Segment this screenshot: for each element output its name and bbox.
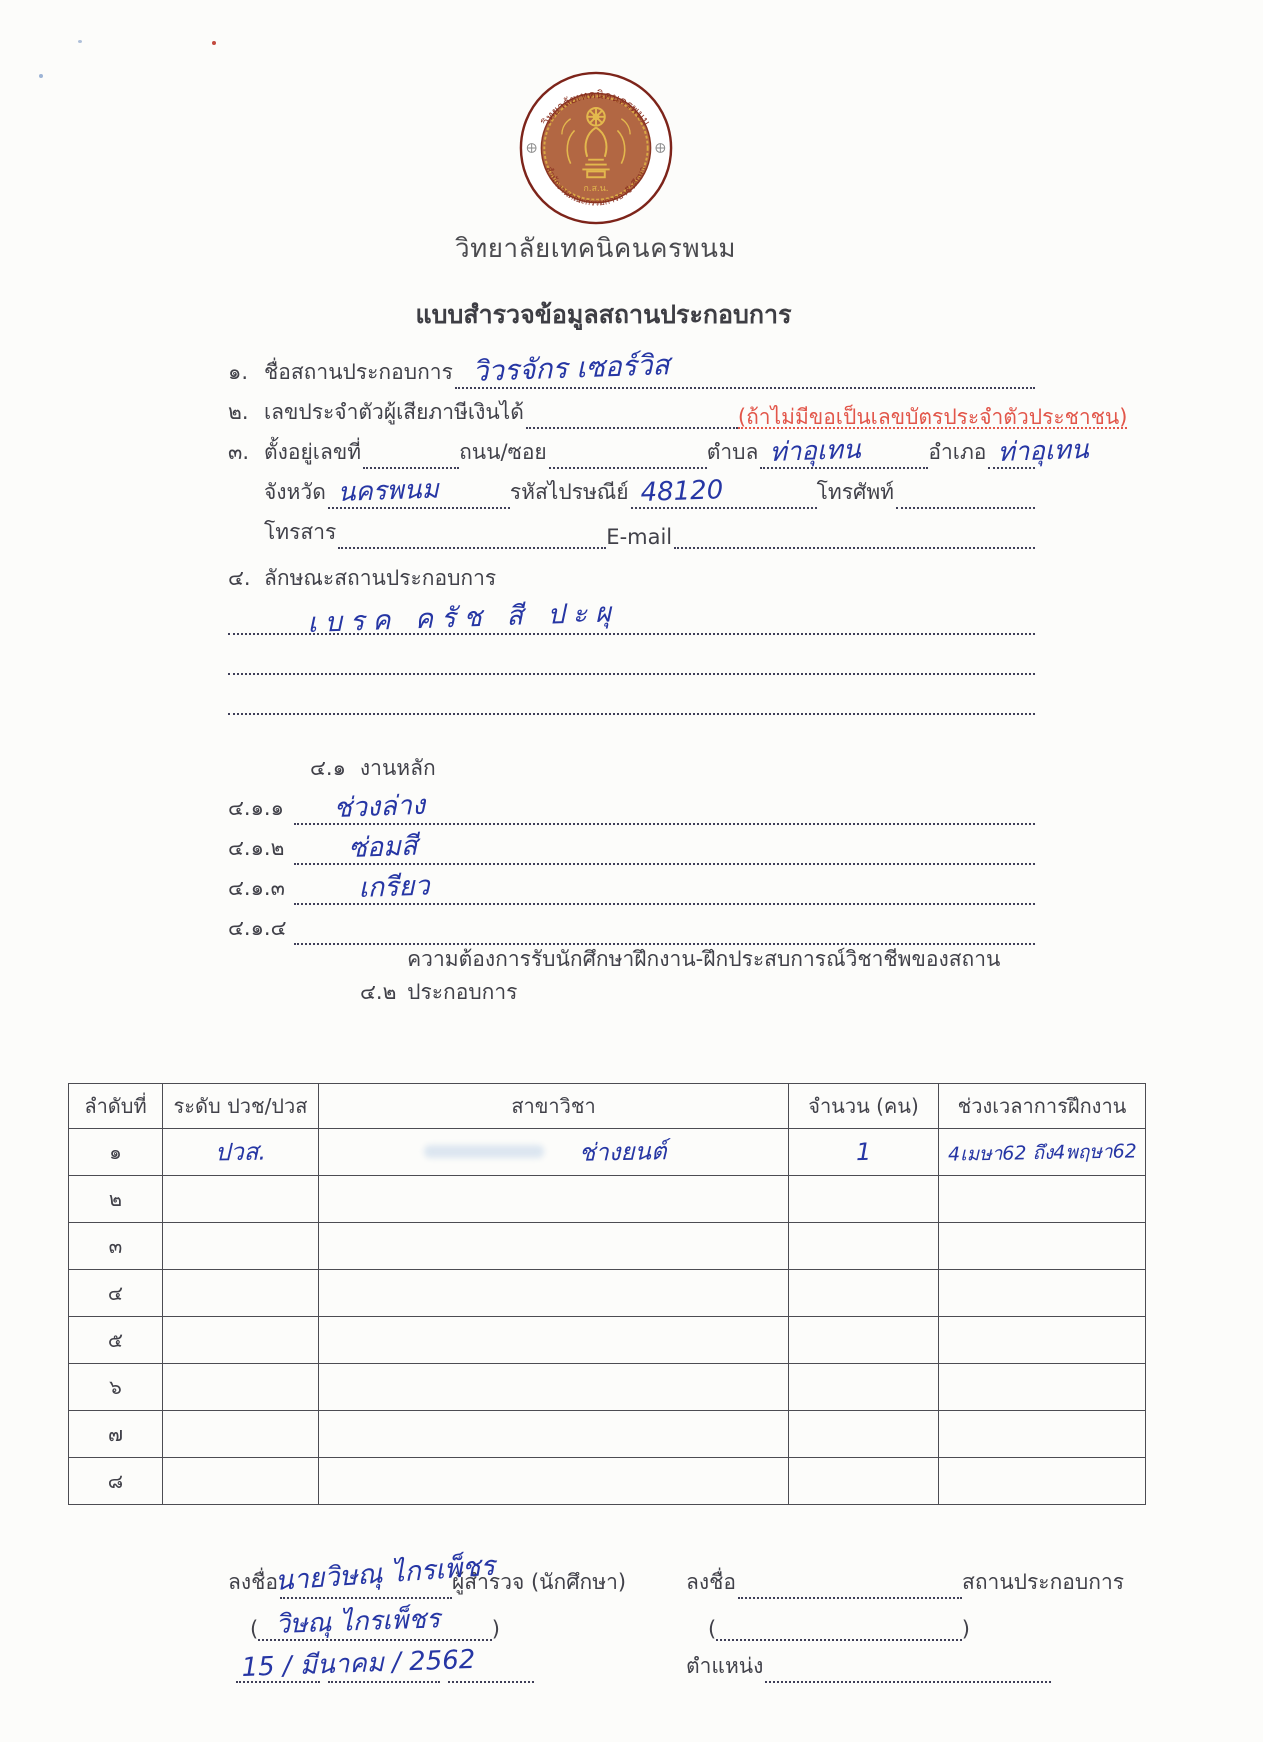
dotted-line — [273, 1550, 496, 1599]
erased-text-smudge — [424, 1145, 544, 1158]
characteristics-line2 — [228, 635, 1035, 675]
paren-close: ) — [961, 1617, 970, 1641]
field-412 — [228, 825, 1035, 865]
surveyor-signature-column — [228, 1550, 660, 1683]
internship-demand-table — [68, 1083, 1146, 1505]
table-row — [69, 1458, 1146, 1505]
postcode-handwritten: 48120 — [639, 475, 724, 508]
form-body — [228, 348, 1128, 1009]
surveyor-signature-handwritten: นายวิษณุ ไกรเพ็ชร — [273, 1550, 496, 1597]
table-row — [69, 1317, 1146, 1364]
dotted-line — [738, 1573, 962, 1599]
section41-number: ๔.๑ — [310, 756, 346, 780]
dotted-line — [258, 1604, 492, 1641]
cell-order: ๓ — [69, 1223, 163, 1270]
dotted-line — [760, 434, 928, 469]
cell-order: ๔ — [69, 1270, 163, 1317]
cell-period — [939, 1129, 1146, 1176]
college-name: วิทยาลัยเทคนิคนครพนม — [454, 234, 736, 264]
college-seal-icon — [518, 70, 674, 226]
dotted-line — [526, 401, 738, 429]
dotted-line — [765, 1657, 1051, 1683]
dotted-line — [363, 441, 459, 469]
field-414 — [228, 905, 1035, 945]
item2-label: เลขประจำตัวผู้เสียภาษีเงินได้ — [264, 400, 524, 424]
cell-order: ๑ — [69, 1129, 163, 1176]
dotted-line — [716, 1615, 962, 1641]
item1-number: ๑. — [228, 360, 249, 384]
seal-arc-top-text: วิทยาลัยเทคนิคนครพนม — [538, 88, 653, 129]
main-job-2-handwritten: ซ่อมสี — [347, 830, 418, 864]
dotted-line — [988, 434, 1090, 469]
dotted-line — [549, 441, 707, 469]
company-name-handwritten: วิวรจักร เซอร์วิส — [471, 348, 670, 388]
characteristics-handwritten: เบรค ครัช สี ปะผุ — [306, 597, 620, 639]
dotted-line — [631, 475, 817, 509]
paren-close: ) — [491, 1617, 500, 1641]
main-job-1-handwritten: ช่วงล่าง — [332, 789, 426, 824]
table-row — [69, 1176, 1146, 1223]
item411-number: ๔.๑.๑ — [228, 796, 284, 820]
cell-order: ๒ — [69, 1176, 163, 1223]
dotted-line — [294, 870, 1035, 905]
section-42-heading — [360, 947, 1035, 1009]
surveyor-name-line — [250, 1599, 500, 1641]
section41-label: งานหลัก — [359, 756, 436, 780]
cell-count — [789, 1129, 939, 1176]
item412-number: ๔.๑.๒ — [228, 836, 285, 860]
seal-center-abbr: ก.ส.น. — [582, 183, 609, 194]
district-label: อำเภอ — [928, 440, 987, 464]
house-number-label: ตั้งอยู่เลขที่ — [264, 440, 362, 464]
district-handwritten: ท่าอุเทน — [997, 434, 1090, 468]
level-handwritten: ปวส. — [214, 1137, 267, 1166]
position-label: ตำแหน่ง — [686, 1654, 764, 1678]
subdistrict-handwritten: ท่าอุเทน — [769, 434, 862, 468]
item3-number: ๓. — [228, 440, 250, 464]
period-handwritten: 4เมษา62 ถึง4พฤษา62 — [947, 1140, 1137, 1166]
position-line — [686, 1641, 1086, 1683]
main-job-3-handwritten: เกรียว — [357, 870, 431, 904]
dotted-line — [228, 687, 1035, 715]
company-signature-column — [686, 1557, 1125, 1683]
survey-date-line — [236, 1641, 536, 1683]
characteristics-line1 — [228, 595, 1035, 639]
company-role-label: สถานประกอบการ — [962, 1570, 1125, 1594]
field-province-line — [264, 469, 1035, 509]
province-handwritten: นครพนม — [336, 474, 440, 508]
cell-level — [163, 1129, 319, 1176]
item2-number: ๒. — [228, 400, 249, 424]
fax-label: โทรสาร — [264, 520, 337, 544]
cell-order: ๕ — [69, 1317, 163, 1364]
postcode-label: รหัสไปรษณีย์ — [509, 480, 629, 504]
sign-label: ลงชื่อ — [686, 1570, 736, 1594]
dotted-line — [294, 917, 1035, 945]
field-address — [228, 429, 1090, 469]
seal-arc-bottom-text: สำนักงานคณะกรรมการอาชีวศึกษา — [542, 165, 649, 209]
email-label: E-mail — [606, 525, 673, 549]
province-label: จังหวัด — [264, 480, 326, 504]
subdistrict-label: ตำบล — [706, 440, 759, 464]
cell-order: ๖ — [69, 1364, 163, 1411]
col-header-order: ลำดับที่ — [69, 1084, 163, 1129]
col-header-count: จำนวน (คน) — [789, 1084, 939, 1129]
item4-number: ๔. — [228, 566, 251, 590]
dotted-line — [338, 521, 606, 549]
dotted-line — [294, 830, 1035, 865]
surveyor-name-handwritten: วิษณุ ไกรเพ็ชร — [275, 1604, 441, 1640]
road-label: ถนน/ซอย — [459, 440, 547, 464]
survey-date-handwritten: 15 / มีนาคม / 2562 — [241, 1644, 476, 1683]
tax-id-red-note: (ถ้าไม่มีขอเป็นเลขบัตรประจำตัวประชาชน) — [738, 401, 1128, 429]
internship-table-wrap — [68, 1083, 1263, 1505]
table-row — [69, 1411, 1146, 1458]
college-seal-logo — [518, 70, 674, 226]
scan-speck — [212, 41, 216, 45]
dotted-line — [228, 597, 1035, 639]
surveyor-role-label: ผู้สำรวจ (นักศึกษา) — [452, 1570, 627, 1594]
company-sign-line — [686, 1557, 1125, 1599]
section42-label: ความต้องการรับนักศึกษาฝึกงาน-ฝึกประสบการณ์วิชาชีพของสถานประกอบการ — [407, 947, 1001, 1004]
cell-order: ๗ — [69, 1411, 163, 1458]
table-row — [69, 1223, 1146, 1270]
col-header-major: สาขาวิชา — [319, 1084, 789, 1129]
dotted-line — [328, 474, 510, 509]
form-title: แบบสำรวจข้อมูลสถานประกอบการ — [415, 300, 792, 329]
surveyor-sign-line — [228, 1550, 660, 1599]
count-handwritten: 1 — [855, 1137, 872, 1166]
item1-label: ชื่อสถานประกอบการ — [264, 360, 453, 384]
item413-number: ๔.๑.๓ — [228, 876, 285, 900]
paren-open: ( — [250, 1617, 259, 1641]
item414-number: ๔.๑.๔ — [228, 916, 287, 940]
document-header — [0, 70, 1227, 269]
col-header-period: ช่วงเวลาการฝึกงาน — [939, 1084, 1146, 1129]
item4-label: ลักษณะสถานประกอบการ — [264, 566, 497, 590]
field-tax-id — [228, 389, 1128, 429]
section42-number: ๔.๒ — [360, 980, 397, 1004]
phone-label: โทรศัพท์ — [816, 480, 895, 504]
dotted-line — [294, 789, 1035, 825]
field-characteristics — [228, 549, 1035, 595]
field-413 — [228, 865, 1035, 905]
characteristics-line3 — [228, 675, 1035, 715]
major-handwritten: ช่างยนต์ — [578, 1136, 667, 1167]
table-row — [69, 1129, 1146, 1176]
cell-order: ๘ — [69, 1458, 163, 1505]
dotted-line — [674, 521, 1035, 549]
signature-section — [228, 1550, 1263, 1683]
dotted-line — [896, 481, 1035, 509]
sign-label: ลงชื่อ — [228, 1570, 278, 1594]
company-name-line — [708, 1599, 970, 1641]
cell-major — [319, 1129, 789, 1176]
table-header-row — [69, 1084, 1146, 1129]
table-row — [69, 1364, 1146, 1411]
dotted-line — [228, 647, 1035, 675]
field-fax-email-line — [264, 509, 1035, 549]
paren-open: ( — [708, 1617, 717, 1641]
table-row — [69, 1270, 1146, 1317]
col-header-level: ระดับ ปวช/ปวส — [163, 1084, 319, 1129]
field-411 — [228, 785, 1035, 825]
section-41-heading — [310, 741, 1035, 785]
scan-speck — [78, 40, 82, 43]
field-company-name — [228, 349, 1035, 389]
dotted-line — [455, 348, 1035, 389]
